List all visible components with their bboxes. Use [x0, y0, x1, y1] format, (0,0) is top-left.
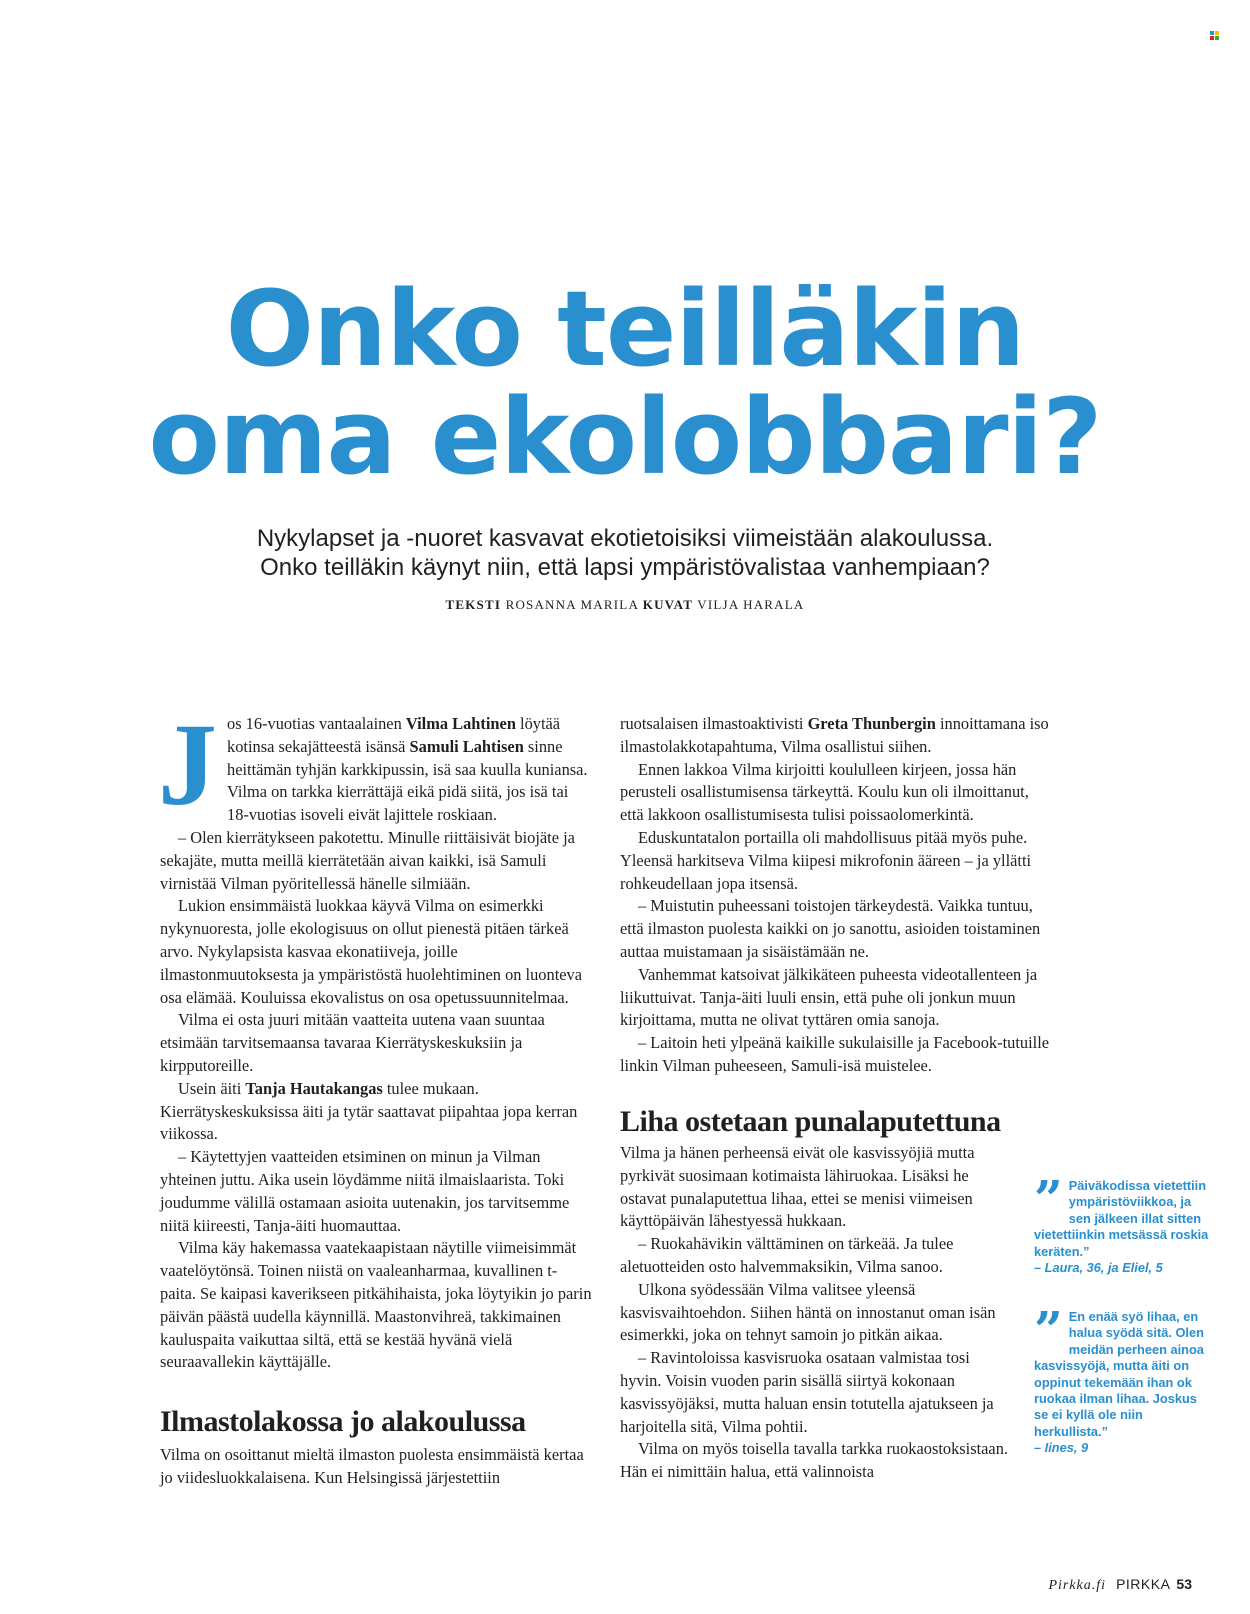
paragraph: Eduskuntatalon portailla oli mahdollisuus pitää myös puhe. Yleensä harkitseva Vilma kiipesi mikrofonin ääreen – ja yllätti rohkeudellaan jopa itsensä.: [620, 827, 1032, 893]
quote-attribution: – Iines, 9: [1034, 1440, 1089, 1456]
byline-text-author: ROSANNA MARILA: [505, 597, 639, 612]
article-column-1: [158, 699, 592, 1490]
paragraph: Lukion ensimmäistä luokkaa käyvä Vilma on esimerkki nykynuoresta, jolle ekologisuus on ollut pienestä pitäen tärkeä arvo. Nykylapsista kasvaa ekonatiiveja, joille ilmastonmuutoksesta ja ympäristöstä huolehtiminen on luonteva osa elämää. Kouluissa ekovalistus on osa opetussuunnitelmaa.: [160, 896, 582, 1007]
quote-text: En enää syö lihaa, en halua syödä sitä. Olen meidän perheen ainoa kasvissyöjä, mutta äiti on oppinut tekemään ihan ok ruokaa ilman lihaa. Joskus se ei kyllä ole niin herkullista.”: [1034, 1309, 1204, 1439]
paragraph: – Ravintoloissa kasvisruoka osataan valmistaa tosi hyvin. Voisin vuoden parin sisällä siirtyä kokonaan kasvissyöjäksi, mutta haluan ensin totutella ajatukseen ja harjoitella sitä, Vilma pohtii.: [620, 1348, 994, 1436]
drop-cap: J: [158, 699, 217, 830]
subhead-climate-strike: Ilmastolakossa jo alakoulussa: [160, 1405, 526, 1439]
brand-color-mark: [1210, 31, 1220, 40]
headline-line-2: oma ekolobbari?: [148, 376, 1102, 498]
name-tanja: Tanja Hautakangas: [245, 1078, 383, 1098]
paragraph: ruotsalaisen ilmastoaktivisti Greta Thunbergin innoittamana iso ilmastolakkotapahtuma, Vilma osallistui siihen.: [620, 714, 1049, 756]
paragraph: Ennen lakkoa Vilma kirjoitti koululleen kirjeen, jossa hän perusteli osallistumisensa tärkeyttä. Koulu kun oli ilmoittanut, että lakkoon osallistumisesta tulisi poissaolomerkintä.: [620, 759, 1029, 825]
paragraph: Ulkona syödessään Vilma valitsee yleensä kasvisvaihtoehdon. Siihen häntä on innostanut oman isän esimerkki, joka on tehnyt samoin jo pitkän aikaa.: [620, 1279, 996, 1345]
paragraph: Vilma käy hakemassa vaatekaapistaan näytille viimeisimmät vaatelöytönsä. Toinen niistä on vaaleanharmaa, kuvallinen t-paita. Se kaipasi kaverikseen pitkähihaista, joka löytyikin jo parin päivän päästä uudella käynnillä. Maastonvihreä, takkimainen kauluspaita vaikuttaa siltä, että se kestää hyvänä vielä seuraavallekin käyttäjälle.: [160, 1238, 592, 1372]
paragraph: – Käytettyjen vaatteiden etsiminen on minun ja Vilman yhteinen juttu. Aika usein löydämme niitä ilmaislaarista. Toki joudumme välillä ostamaan asioita uutenakin, jos tarvitsemme niitä kiireesti, Tanja-äiti huomauttaa.: [160, 1147, 570, 1235]
paragraph: Vilma on myös toisella tavalla tarkka ruokaostoksistaan. Hän ei nimittäin halua, että valinnoista: [620, 1439, 1008, 1482]
paragraph: Vilma ja hänen perheensä eivät ole kasvissyöjiä mutta pyrkivät suosimaan kotimaista lähiruokaa. Lisäksi he ostavat punalaputettua lihaa, ettei se menisi viimeisen käyttöpäivän lähestyessä hukkaan.: [620, 1143, 975, 1231]
footer-magazine: PIRKKA: [1116, 1576, 1171, 1592]
lede-line-1: Nykylapset ja -nuoret kasvavat ekotietoisiksi viimeistään alakoulussa.: [256, 525, 994, 552]
quote-attribution: – Laura, 36, ja Eliel, 5: [1034, 1260, 1163, 1276]
paragraph: – Muistutin puheessani toistojen tärkeydestä. Vaikka tuntuu, että ilmaston puolesta kaikki on jo sanottu, asioiden toistaminen auttaa muistamaan ja sisäistämään ne.: [620, 896, 1041, 961]
byline-photo-author: VILJA HARALA: [697, 597, 805, 612]
headline-line-1: Onko teilläkin: [225, 268, 1025, 390]
page-footer: [1048, 1576, 1192, 1594]
paragraph-intro: Jos 16-vuotias vantaalainen Vilma Lahtinen löytää kotinsa sekajätteestä isänsä Samuli Lahtisen sinne heittämän tyhjän karkkipussin, isä saa kuulla kuniansa. Vilma on tarkka kierrättäjä eikä pidä siitä, jos isä tai 18-vuotias isoveli eivät lajittele roskiaan.: [158, 699, 588, 830]
name-samuli: Samuli Lahtisen: [409, 736, 524, 756]
byline-photo-label: KUVAT: [642, 597, 694, 612]
pull-quote-1: [1034, 1169, 1212, 1276]
paragraph: Usein äiti Tanja Hautakangas tulee mukaan. Kierrätyskeskuksissa äiti ja tytär saattavat piipahtaa jopa kerran viikossa.: [160, 1078, 578, 1144]
footer-site: Pirkka.fi: [1048, 1578, 1107, 1593]
paragraph: Vilma on osoittanut mieltä ilmaston puolesta ensimmäistä kertaa jo viidesluokkalaisena. Kun Helsingissä järjestettiin: [160, 1445, 584, 1487]
article-column-2: [620, 713, 1052, 1078]
pull-quote-2: [1034, 1300, 1212, 1457]
quote-mark-icon: ”: [1034, 1300, 1063, 1359]
quote-mark-icon: ”: [1034, 1169, 1063, 1228]
paragraph: – Laitoin heti ylpeänä kaikille sukulaisille ja Facebook-tutuille linkin Vilman puheeseen, Samuli-isä muistelee.: [620, 1033, 1050, 1075]
article-column-2-lower: [620, 1104, 1010, 1484]
paragraph: – Olen kierrätykseen pakotettu. Minulle riittäisivät biojäte ja sekajäte, mutta meillä kierrätetään aivan kaikki, isä Samuli virnistää Vilman pyöritellessä hänelle silmiään.: [160, 827, 575, 893]
paragraph: Vilma ei osta juuri mitään vaatteita uutena vaan suuntaa etsimään tarvitsemaansa tavaraa Kierrätyskeskuksiin ja kirpputoreille.: [160, 1010, 545, 1075]
byline: [0, 597, 1250, 613]
name-greta: Greta Thunbergin: [807, 714, 936, 733]
lede-line-2: Onko teilläkin käynyt niin, että lapsi ympäristövalistaa vanhempiaan?: [260, 554, 990, 581]
page-number: 53: [1176, 1576, 1192, 1592]
byline-text-label: TEKSTI: [445, 597, 502, 612]
paragraph: – Ruokahävikin välttäminen on tärkeää. Ja tulee aletuotteiden osto halvemmaksikin, Vilma sanoo.: [620, 1234, 954, 1276]
quote-text: Päiväkodissa vietettiin ympäristöviikkoa, ja sen jälkeen illat sitten vietettiinkin metsässä roskia keräten.”: [1034, 1178, 1209, 1259]
subhead-meat: Liha ostetaan punalaputettuna: [620, 1105, 1001, 1138]
paragraph: Vanhemmat katsoivat jälkikäteen puheesta videotallenteen ja liikuttuivat. Tanja-äiti luuli ensin, että puhe oli jonkun muun kirjoittama, mutta ne olivat tyttären omia sanoja.: [620, 964, 1038, 1030]
name-vilma: Vilma Lahtinen: [405, 714, 516, 733]
